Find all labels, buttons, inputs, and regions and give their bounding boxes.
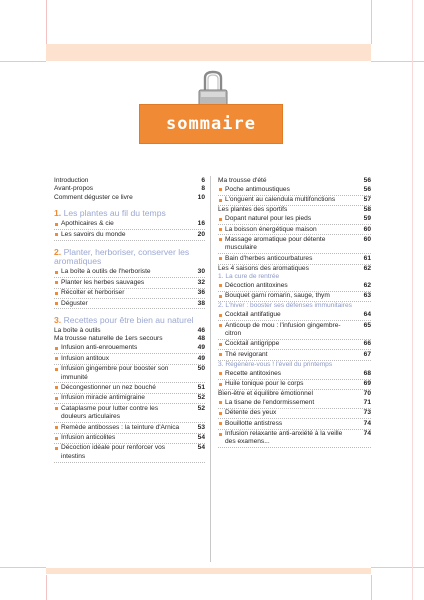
toc-entry-title: Infusion antitoux (54, 355, 189, 363)
toc-entry-page: 61 (363, 254, 371, 262)
crop-guide (412, 0, 413, 600)
toc-entry[interactable] (54, 354, 205, 364)
crop-guide (0, 567, 46, 568)
toc-entry-page: 59 (363, 215, 371, 223)
toc-entry[interactable] (218, 369, 371, 379)
toc-entry[interactable] (218, 254, 371, 264)
toc-entry-page: 74 (363, 430, 371, 438)
toc-entry-title: L'onguent au calendula multifonctions (218, 196, 355, 204)
toc-entry-page: 51 (197, 383, 205, 391)
toc-entry-page: 38 (197, 299, 205, 307)
toc-entry-page: 70 (363, 389, 371, 397)
toc-entry-title: Déguster (54, 300, 189, 308)
toc-entry-title: Infusion relaxante anti-anxiété à la veille des examens... (218, 430, 355, 447)
toc-entry[interactable] (218, 398, 371, 408)
section-title: Les plantes au fil du temps (63, 208, 166, 219)
toc-entry-title: Décoction idéale pour renforcer vos intestins (54, 444, 189, 461)
subsection-heading[interactable]: 3. Régénère-vous ! l'éveil du printemps (218, 360, 333, 368)
toc-entry-title: Dopant naturel pour les pieds (218, 215, 355, 223)
toc-entry-page: 54 (197, 434, 205, 441)
toc-entry-title: Les plantes des sportifs (218, 206, 288, 214)
toc-entry[interactable] (54, 344, 205, 354)
toc-entry[interactable] (218, 185, 371, 195)
toc-entry-page: 8 (201, 185, 205, 193)
toc-entry-page: 6 (201, 177, 205, 184)
section-number: 3. (54, 315, 62, 326)
toc-entry-title: Apothicaires & cie (54, 220, 189, 228)
toc-entry-page: 20 (197, 230, 205, 238)
toc-entry-page: 66 (363, 340, 371, 348)
toc-entry[interactable] (54, 230, 205, 240)
toc-entry-page: 69 (363, 380, 371, 388)
crop-guide (46, 575, 47, 600)
crop-guide (371, 61, 424, 62)
toc-entry-title: Bien-être et équilibre émotionnel (218, 389, 313, 397)
toc-entry-page: 62 (363, 264, 371, 272)
toc-entry-page: 58 (363, 206, 371, 214)
section-title: Recettes pour être bien au naturel (63, 315, 194, 326)
toc-entry-title: Anticoup de mou : l'infusion gingembre- citron (218, 322, 355, 339)
section-title: Planter, herboriser, conserver les aromatiques (54, 246, 190, 267)
toc-entry-title: Bouillotte antistress (218, 420, 355, 428)
bottom-color-band (46, 568, 371, 574)
toc-entry-page: 73 (363, 409, 371, 417)
toc-entry[interactable] (218, 380, 371, 390)
toc-entry-title: Huile tonique pour le corps (218, 380, 355, 388)
toc-entry[interactable] (54, 299, 205, 309)
toc-entry-title: Cataplasme pour lutter contre les douleurs articulaires (54, 405, 189, 422)
toc-entry-page: 74 (363, 419, 371, 427)
toc-entry-page: 68 (363, 369, 371, 377)
toc-entry[interactable] (54, 394, 205, 404)
page-title: sommaire (166, 114, 256, 134)
toc-entry-page: 63 (363, 292, 371, 300)
toc-entry[interactable] (218, 340, 371, 350)
toc-entry-title: Planter les herbes sauvages (54, 279, 189, 287)
toc-entry[interactable] (218, 235, 371, 254)
section-number: 1. (54, 208, 62, 219)
toc-entry[interactable] (218, 390, 371, 398)
toc-entry[interactable] (218, 419, 371, 429)
toc-entry[interactable] (218, 196, 371, 206)
toc-entry[interactable] (54, 194, 205, 202)
toc-entry-title: Les savoirs du monde (54, 231, 189, 239)
toc-entry-title: Décongestionner un nez bouché (54, 384, 189, 392)
toc-entry-page: 52 (197, 394, 205, 402)
toc-entry[interactable] (54, 434, 205, 444)
toc-entry-title: Décoction antitoxines (218, 282, 355, 290)
toc-entry[interactable] (54, 177, 205, 185)
toc-entry-title: Recette antitoxines (218, 370, 355, 378)
sommaire-banner (139, 104, 283, 144)
toc-entry[interactable] (218, 265, 371, 273)
toc-entry[interactable] (218, 350, 371, 360)
subsection-heading[interactable]: 2. L'hiver : booster ses défenses immunitaires (218, 302, 352, 310)
toc-entry-title: La boîte à outils de l'herboriste (54, 268, 189, 276)
toc-entry[interactable] (218, 225, 371, 235)
toc-entry-title: Thé revigorant (218, 351, 355, 359)
toc-entry-page: 56 (363, 177, 371, 184)
toc-entry-page: 52 (197, 404, 205, 412)
toc-entry[interactable] (218, 409, 371, 419)
toc-entry-title: Infusion anti-enrouements (54, 344, 189, 352)
toc-entry-page: 65 (363, 321, 371, 329)
toc-entry[interactable] (218, 292, 371, 302)
toc-entry[interactable] (218, 321, 371, 340)
section-heading-1[interactable] (54, 209, 205, 219)
toc-entry-page: 67 (363, 350, 371, 358)
toc-entry-page: 56 (363, 185, 371, 193)
toc-entry-page: 32 (197, 278, 205, 286)
top-color-band (46, 44, 371, 61)
toc-entry-page: 60 (363, 235, 371, 243)
toc-entry[interactable] (218, 206, 371, 214)
toc-entry-page: 62 (363, 281, 371, 289)
toc-entry[interactable] (54, 335, 205, 343)
toc-entry-title: La boîte à outils (54, 327, 101, 335)
toc-entry-title: Les 4 saisons des aromatiques (218, 264, 309, 272)
toc-entry-title: Avant-propos (54, 185, 94, 193)
toc-entry-title: Introduction (54, 177, 89, 184)
column-divider (210, 176, 211, 562)
toc-entry-page: 49 (197, 344, 205, 352)
toc-entry-page: 16 (197, 220, 205, 228)
toc-entry[interactable] (54, 444, 205, 463)
toc-entry[interactable] (54, 327, 205, 335)
toc-entry-title: Infusion gingembre pour booster son immunité (54, 365, 189, 382)
toc-entry-page: 46 (197, 327, 205, 335)
section-number: 2. (54, 246, 62, 257)
section-heading-3[interactable] (54, 316, 205, 326)
toc-entry-title: Bain d'herbes anticourbatures (218, 255, 355, 263)
toc-left-column (54, 177, 205, 463)
toc-entry-title: Infusion miracle antimigraine (54, 394, 189, 402)
toc-entry-page: 10 (197, 193, 205, 201)
toc-entry-title: Cocktail antigrippe (218, 340, 355, 348)
toc-entry[interactable] (218, 430, 371, 449)
toc-entry-page: 64 (363, 311, 371, 319)
section-heading-2[interactable] (54, 248, 205, 267)
crop-guide (371, 567, 424, 568)
toc-entry-page: 71 (363, 398, 371, 406)
toc-entry-page: 49 (197, 354, 205, 362)
toc-entry-title: Poche antimoustiques (218, 186, 355, 194)
toc-entry-page: 60 (363, 225, 371, 233)
crop-guide (371, 575, 372, 600)
toc-entry-title: Infusion anticolites (54, 434, 189, 442)
toc-entry[interactable] (218, 215, 371, 225)
crop-guide (46, 0, 47, 44)
toc-entry-title: Bouquet garni romarin, sauge, thym (218, 292, 355, 300)
toc-entry[interactable] (54, 220, 205, 230)
toc-entry-page: 54 (197, 444, 205, 452)
toc-entry[interactable] (54, 289, 205, 299)
toc-entry[interactable] (54, 185, 205, 193)
toc-entry-title: Massage aromatique pour détente musculaire (218, 236, 355, 253)
toc-entry-title: Comment déguster ce livre (54, 193, 133, 201)
crop-guide (371, 0, 372, 44)
toc-entry-page: 36 (197, 289, 205, 297)
toc-entry-page: 48 (197, 335, 205, 343)
toc-entry-title: Récolter et herboriser (54, 289, 189, 297)
toc-entry-page: 30 (197, 268, 205, 276)
toc-entry-title: Détente des yeux (218, 409, 355, 417)
toc-entry[interactable] (54, 404, 205, 423)
toc-entry[interactable] (218, 281, 371, 291)
toc-entry[interactable] (54, 278, 205, 288)
subsection-heading[interactable]: 1. La cure de rentrée (218, 273, 280, 281)
toc-entry-title: Cocktail antifatigue (218, 311, 355, 319)
toc-entry[interactable] (54, 365, 205, 384)
toc-entry-title: La tisane de l'endormissement (218, 399, 355, 407)
toc-right-column (218, 177, 371, 448)
toc-entry-page: 57 (363, 196, 371, 204)
toc-entry[interactable] (218, 311, 371, 321)
toc-entry-title: La boisson énergétique maison (218, 226, 355, 234)
toc-entry[interactable] (218, 177, 371, 185)
toc-entry-title: Ma trousse naturelle de 1ers secours (54, 335, 163, 343)
toc-entry[interactable] (54, 268, 205, 278)
toc-entry-title: Remède antibosses : la teinture d'Arnica (54, 424, 189, 432)
toc-entry[interactable] (54, 423, 205, 433)
toc-entry-page: 50 (197, 365, 205, 373)
crop-guide (0, 61, 46, 62)
toc-entry-title: Ma trousse d'été (218, 177, 267, 184)
toc-entry-page: 53 (197, 423, 205, 431)
toc-entry[interactable] (54, 383, 205, 393)
